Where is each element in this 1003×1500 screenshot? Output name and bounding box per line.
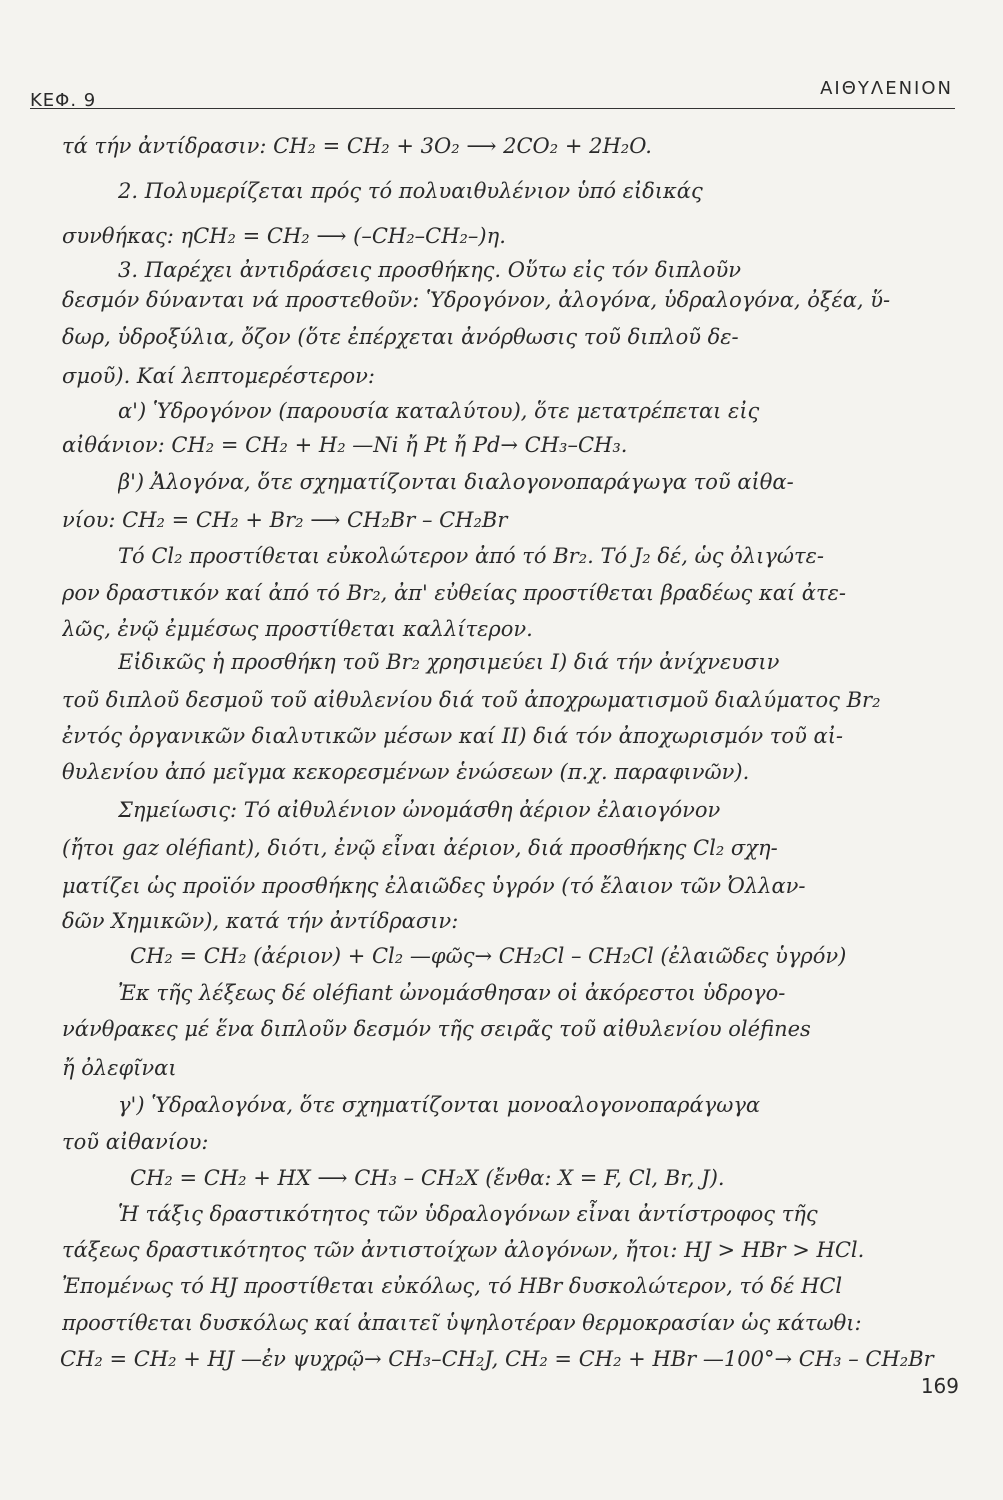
text-line: ματίζει ὡς προϊόν προσθήκης ἐλαιῶδες ὑγρόν (τό ἔλαιον τῶν Ὀλλαν- <box>62 874 806 898</box>
text-line: Εἰδικῶς ἡ προσθήκη τοῦ Br₂ χρησιμεύει I) διά τήν ἀνίχνευσιν <box>118 650 780 674</box>
text-line: (ἤτοι gaz oléfiant), διότι, ἐνῷ εἶναι ἀέριον, διά προσθήκης Cl₂ σχη- <box>62 836 778 860</box>
text-line: δῶν Χημικῶν), κατά τήν ἀντίδρασιν: <box>62 909 459 933</box>
text-line: β') Ἀλογόνα, ὅτε σχηματίζονται διαλογονοπαράγωγα τοῦ αἰθα- <box>118 470 794 494</box>
text-line: Ἡ τάξις δραστικότητος τῶν ὑδραλογόνων εἶναι ἀντίστροφος τῆς <box>118 1202 818 1226</box>
chapter-label: ΚΕΦ. 9 <box>30 90 97 111</box>
text-line: ἤ ὀλεφῖναι <box>62 1056 177 1080</box>
text-line: Σημείωσις: Τό αἰθυλένιον ὠνομάσθη ἀέριον ἐλαιογόνον <box>118 798 721 822</box>
text-line: 2. Πολυμερίζεται πρός τό πολυαιθυλένιον ὑπό εἰδικάς <box>118 179 703 203</box>
text-line: δεσμόν δύνανται νά προστεθοῦν: Ὑδρογόνον, ἀλογόνα, ὑδραλογόνα, ὀξέα, ὕ- <box>62 288 891 312</box>
text-line: λῶς, ἐνῷ ἐμμέσως προστίθεται καλλίτερον. <box>62 617 533 641</box>
text-line: ἐντός ὀργανικῶν διαλυτικῶν μέσων καί II) διά τόν ἀποχωρισμόν τοῦ αἰ- <box>62 724 844 748</box>
text-line: CH₂ = CH₂ (ἀέριον) + Cl₂ —φῶς→ CH₂Cl – CH₂Cl (ἐλαιῶδες ὑγρόν) <box>130 944 847 968</box>
text-line: 3. Παρέχει ἀντιδράσεις προσθήκης. Οὕτω εἰς τόν διπλοῦν <box>118 258 741 282</box>
text-line: τοῦ διπλοῦ δεσμοῦ τοῦ αἰθυλενίου διά τοῦ ἀποχρωματισμοῦ διαλύματος Br₂ <box>62 688 881 712</box>
text-line: δωρ, ὑδροξύλια, ὄζον (ὅτε ἐπέρχεται ἀνόρθωσις τοῦ διπλοῦ δε- <box>62 325 739 349</box>
text-line: CH₂ = CH₂ + HJ —ἐν ψυχρῷ→ CH₃–CH₂J, CH₂ = CH₂ + HBr —100°→ CH₃ – CH₂Br <box>60 1347 934 1371</box>
text-line: Ἐπομένως τό HJ προστίθεται εὐκόλως, τό HBr δυσκολώτερον, τό δέ HCl <box>62 1274 843 1298</box>
text-line: προστίθεται δυσκόλως καί ἀπαιτεῖ ὑψηλοτέραν θερμοκρασίαν ὡς κάτωθι: <box>62 1311 862 1335</box>
text-line: Ἐκ τῆς λέξεως δέ oléfiant ὠνομάσθησαν οἱ ἀκόρεστοι ὑδρογο- <box>118 981 786 1005</box>
text-line: σμοῦ). Καί λεπτομερέστερον: <box>62 364 375 388</box>
text-line: Τό Cl₂ προστίθεται εὐκολώτερον ἀπό τό Br₂. Τό J₂ δέ, ὡς ὀλιγώτε- <box>118 544 824 568</box>
text-line: CH₂ = CH₂ + HX ⟶ CH₃ – CH₂X (ἔνθα: X = F, Cl, Br, J). <box>130 1166 725 1190</box>
text-line: τάξεως δραστικότητος τῶν ἀντιστοίχων ἀλογόνων, ἤτοι: HJ > HBr > HCl. <box>62 1238 865 1262</box>
header-rule <box>30 108 955 109</box>
running-title: ΑΙΘΥΛΕΝΙΟΝ <box>820 78 953 99</box>
text-line: νάνθρακες μέ ἕνα διπλοῦν δεσμόν τῆς σειρᾶς τοῦ αἰθυλενίου oléfines <box>62 1017 811 1041</box>
text-line: συνθήκας: ηCH₂ = CH₂ ⟶ (–CH₂–CH₂–)η. <box>62 224 506 248</box>
text-line: νίου: CH₂ = CH₂ + Br₂ ⟶ CH₂Br – CH₂Br <box>62 508 508 532</box>
text-line: τοῦ αἰθανίου: <box>62 1130 209 1154</box>
page-number: 169 <box>920 1374 959 1398</box>
text-line: τά τήν ἀντίδρασιν: CH₂ = CH₂ + 3O₂ ⟶ 2CO₂ + 2H₂O. <box>62 134 652 158</box>
text-line: θυλενίου ἀπό μεῖγμα κεκορεσμένων ἑνώσεων (π.χ. παραφινῶν). <box>62 760 750 784</box>
text-line: γ') Ὑδραλογόνα, ὅτε σχηματίζονται μονοαλογονοπαράγωγα <box>118 1093 761 1117</box>
text-line: α') Ὑδρογόνον (παρουσία καταλύτου), ὅτε μετατρέπεται εἰς <box>118 399 760 423</box>
text-line: αἰθάνιον: CH₂ = CH₂ + H₂ —Ni ἤ Pt ἤ Pd→ CH₃–CH₃. <box>62 433 628 457</box>
text-line: ρον δραστικόν καί ἀπό τό Br₂, ἀπ' εὐθείας προστίθεται βραδέως καί ἀτε- <box>62 581 846 605</box>
